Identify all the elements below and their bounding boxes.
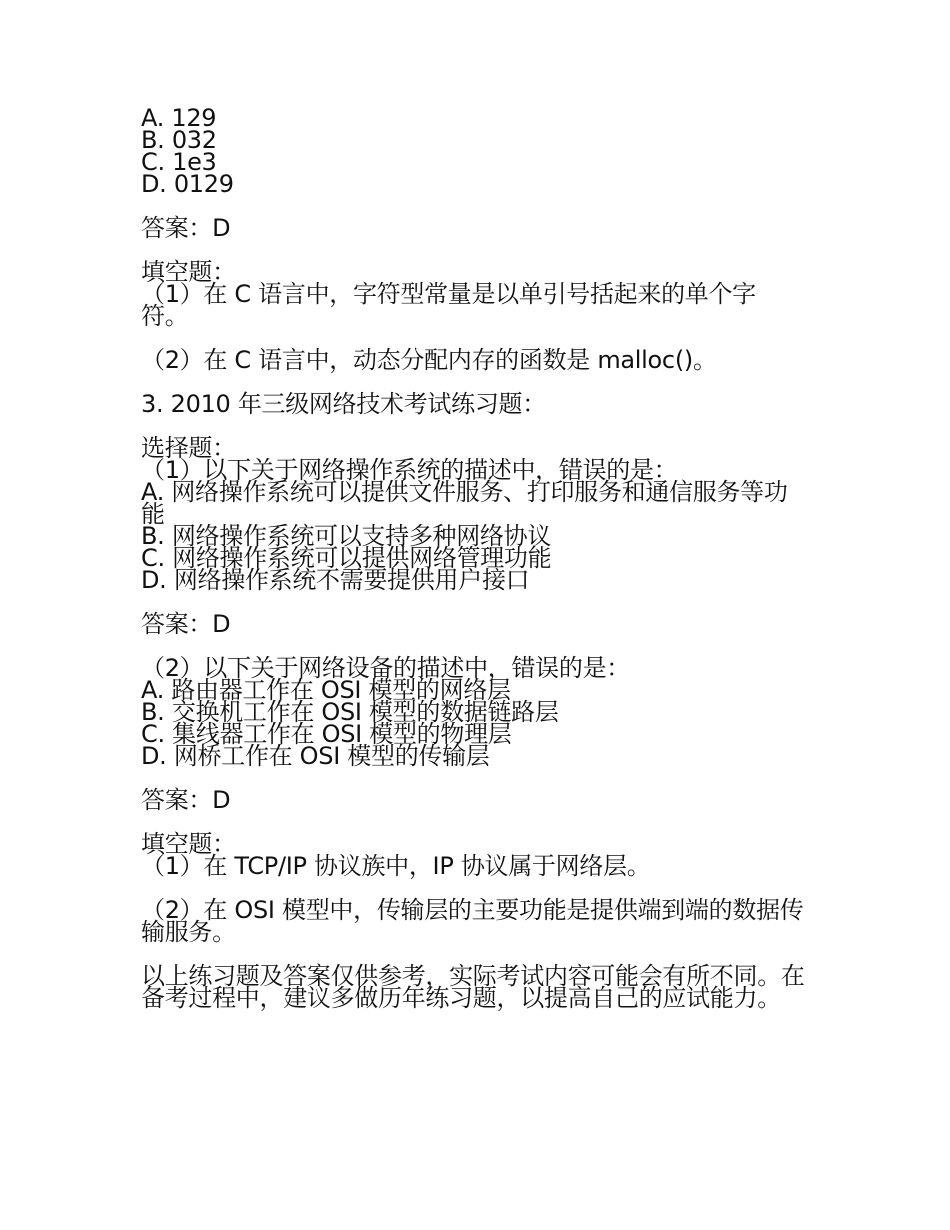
question-nos-option-b: B. 网络操作系统可以支持多种网络协议 xyxy=(141,522,552,550)
fill-blank-c-1: （1）在 C 语言中，字符型常量是以单引号括起来的单个字符。 xyxy=(141,280,756,330)
option-b-032: B. 032 xyxy=(141,126,217,154)
fill-blank-heading-2: 填空题： xyxy=(141,830,236,858)
answer-2: 答案：D xyxy=(141,610,231,638)
question-nos-option-d: D. 网络操作系统不需要提供用户接口 xyxy=(141,566,530,594)
question-nos-option-c: C. 网络操作系统可以提供网络管理功能 xyxy=(141,544,552,572)
answer-3: 答案：D xyxy=(141,786,231,814)
question-nos-option-a: A. 网络操作系统可以提供文件服务、打印服务和通信服务等功能 xyxy=(141,478,788,528)
question-nos: （1）以下关于网络操作系统的描述中，错误的是： xyxy=(141,456,678,484)
question-devices-option-c: C. 集线器工作在 OSI 模型的物理层 xyxy=(141,720,512,748)
fill-blank-network-1: （1）在 TCP/IP 协议族中，IP 协议属于网络层。 xyxy=(141,852,651,880)
answer-1: 答案：D xyxy=(141,214,231,242)
question-devices-option-b: B. 交换机工作在 OSI 模型的数据链路层 xyxy=(141,698,559,726)
question-devices: （2）以下关于网络设备的描述中，错误的是： xyxy=(141,654,630,682)
fill-blank-heading-1: 填空题： xyxy=(141,258,236,286)
option-c-1e3: C. 1e3 xyxy=(141,148,217,176)
fill-blank-network-2: （2）在 OSI 模型中，传输层的主要功能是提供端到端的数据传输服务。 xyxy=(141,896,804,946)
question-devices-option-d: D. 网桥工作在 OSI 模型的传输层 xyxy=(141,742,490,770)
choice-heading: 选择题： xyxy=(141,434,236,462)
document-page xyxy=(141,104,811,1012)
question-devices-option-a: A. 路由器工作在 OSI 模型的网络层 xyxy=(141,676,511,704)
section-heading-network: 3. 2010 年三级网络技术考试练习题： xyxy=(141,390,546,418)
option-d-0129: D. 0129 xyxy=(141,170,234,198)
fill-blank-c-2: （2）在 C 语言中，动态分配内存的函数是 malloc()。 xyxy=(141,346,717,374)
closing-note: 以上练习题及答案仅供参考，实际考试内容可能会有所不同。在备考过程中，建议多做历年练习题，以提高自己的应试能力。 xyxy=(141,962,805,1012)
option-a-129: A. 129 xyxy=(141,104,217,132)
